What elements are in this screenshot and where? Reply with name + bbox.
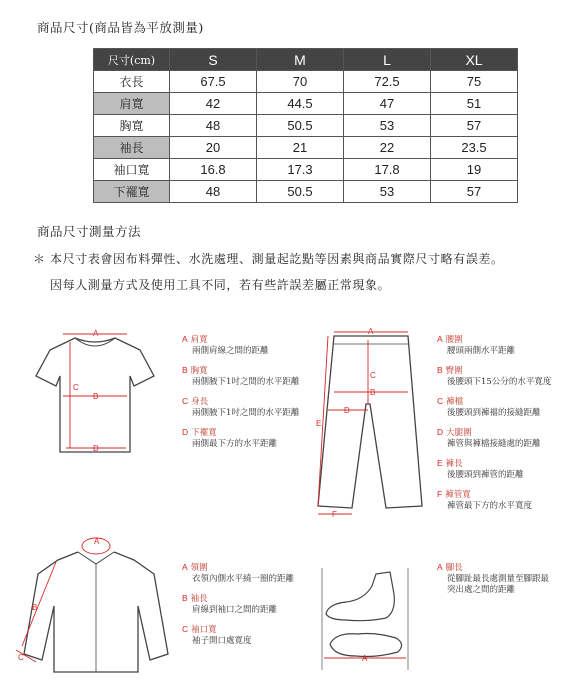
table-row	[94, 115, 518, 137]
diagram-label: D	[93, 444, 99, 453]
legend-letter: C	[182, 396, 189, 406]
legend-desc: 後腰頭到褲襠的接縫距離	[447, 408, 541, 418]
row-label: 肩寬	[94, 93, 170, 115]
size-table	[93, 48, 518, 203]
diagram-label: B	[370, 388, 376, 397]
legend-letter: D	[437, 427, 444, 437]
legend-name: 褲長	[445, 459, 463, 469]
row-label: 袖長	[94, 137, 170, 159]
table-cell: 75	[431, 71, 518, 93]
legend-name: 大腿圍	[446, 428, 472, 438]
table-cell: 72.5	[344, 71, 431, 93]
table-cell: 53	[344, 181, 431, 203]
legend-desc: 腰頭兩側水平距離	[447, 346, 516, 356]
table-cell: 20	[170, 137, 257, 159]
legend-letter: B	[182, 365, 188, 375]
table-cell: 51	[431, 93, 518, 115]
legend-letter: B	[437, 365, 443, 375]
legend-letter: A	[182, 562, 188, 572]
diagram-label: C	[18, 653, 24, 662]
legend-desc: 兩側腋下1吋之間的水平距離	[192, 377, 300, 387]
table-row	[94, 93, 518, 115]
legend-name: 袖口寬	[191, 625, 217, 635]
row-label: 袖口寬	[94, 159, 170, 181]
diagram-label: C	[73, 383, 79, 392]
legend-letter: A	[437, 562, 443, 572]
table-cell: 67.5	[170, 71, 257, 93]
table-cell: 53	[344, 115, 431, 137]
table-cell: 70	[257, 71, 344, 93]
table-cell: 16.8	[170, 159, 257, 181]
legend-desc: 兩側腋下1吋之間的水平距離	[192, 408, 300, 418]
diagram-label: C	[370, 371, 376, 380]
tshirt-legend	[182, 334, 299, 458]
legend-name: 領圍	[190, 563, 208, 573]
legend-desc: 肩線到袖口之間的距離	[192, 605, 278, 615]
table-row	[94, 159, 518, 181]
table-cell: 57	[431, 115, 518, 137]
legend-name: 臀圍	[445, 366, 463, 376]
table-cell: 23.5	[431, 137, 518, 159]
row-label: 胸寬	[94, 115, 170, 137]
table-cell: 48	[170, 181, 257, 203]
legend-letter: A	[437, 334, 443, 344]
table-cell: 21	[257, 137, 344, 159]
diagram-label: B	[93, 392, 99, 401]
legend-desc: 兩側最下方的水平距離	[192, 439, 278, 449]
legend-name: 下襬寬	[191, 428, 217, 438]
table-cell: 17.8	[344, 159, 431, 181]
legend-name: 胸寬	[190, 366, 208, 376]
size-header-row	[94, 49, 518, 71]
diagram-label: E	[316, 419, 322, 428]
size-table-corner: 尺寸(cm)	[94, 49, 170, 71]
legend-desc: 兩側肩線之間的距離	[192, 346, 269, 356]
legend-name: 腰圍	[445, 335, 463, 345]
table-row	[94, 181, 518, 203]
foot-legend	[437, 562, 557, 604]
diagram-label: A	[94, 537, 100, 546]
size-header: XL	[431, 49, 518, 71]
table-cell: 17.3	[257, 159, 344, 181]
table-cell: 19	[431, 159, 518, 181]
diagram-label: A	[368, 327, 374, 336]
measurement-note-2: 因每人測量方式及使用工具不同，若有些許誤差屬正常現象。	[50, 278, 391, 292]
size-header: S	[170, 49, 257, 71]
legend-letter: C	[437, 396, 444, 406]
legend-desc: 褲管最下方的水平寬度	[447, 501, 533, 511]
legend-name: 腳長	[445, 563, 463, 573]
pants-legend	[437, 334, 551, 520]
table-cell: 57	[431, 181, 518, 203]
legend-name: 袖長	[190, 594, 208, 604]
legend-letter: E	[437, 458, 443, 468]
table-row	[94, 71, 518, 93]
tshirt-diagram	[30, 328, 160, 458]
foot-diagram	[316, 566, 416, 674]
table-cell: 47	[344, 93, 431, 115]
legend-desc: 衣領內側水平繞一圈的距離	[192, 574, 295, 584]
diagram-label: A	[93, 329, 99, 338]
diagram-label: B	[32, 603, 38, 612]
table-cell: 44.5	[257, 93, 344, 115]
table-cell: 48	[170, 115, 257, 137]
row-label: 下襬寬	[94, 181, 170, 203]
shirt-legend	[182, 562, 294, 655]
legend-letter: B	[182, 593, 188, 603]
measurement-note: ＊ 本尺寸表會因布料彈性、水洗處理、測量起訖點等因素與商品實際尺寸略有誤差。	[33, 252, 504, 266]
size-header: L	[344, 49, 431, 71]
legend-name: 肩寬	[190, 335, 208, 345]
table-cell: 42	[170, 93, 257, 115]
diagram-label: D	[344, 406, 350, 415]
legend-desc: 褲管與褲檔接縫處的距離	[447, 439, 541, 449]
legend-name: 身長	[191, 397, 209, 407]
diagram-label: A	[362, 654, 368, 663]
legend-name: 褲檔	[446, 397, 464, 407]
table-cell: 22	[344, 137, 431, 159]
row-label: 衣長	[94, 71, 170, 93]
table-row	[94, 137, 518, 159]
legend-desc: 後腰頭下15公分的水平寬度	[447, 377, 552, 387]
legend-name: 褲管寬	[445, 490, 471, 500]
legend-desc: 從腳趾最長處測量至腳跟最突出處之間的距離	[447, 574, 550, 595]
legend-letter: D	[182, 427, 189, 437]
table-cell: 50.5	[257, 115, 344, 137]
legend-letter: F	[437, 489, 443, 499]
legend-letter: C	[182, 624, 189, 634]
method-title: 商品尺寸測量方法	[37, 224, 142, 239]
pants-diagram	[308, 326, 426, 520]
legend-desc: 袖子開口處寬度	[192, 636, 252, 646]
legend-desc: 後腰頭到褲管的距離	[447, 470, 524, 480]
legend-letter: A	[182, 334, 188, 344]
size-header: M	[257, 49, 344, 71]
table-cell: 50.5	[257, 181, 344, 203]
diagram-label: F	[332, 510, 337, 519]
page-title: 商品尺寸(商品皆為平放測量)	[37, 20, 204, 35]
shirt-diagram	[8, 534, 189, 674]
